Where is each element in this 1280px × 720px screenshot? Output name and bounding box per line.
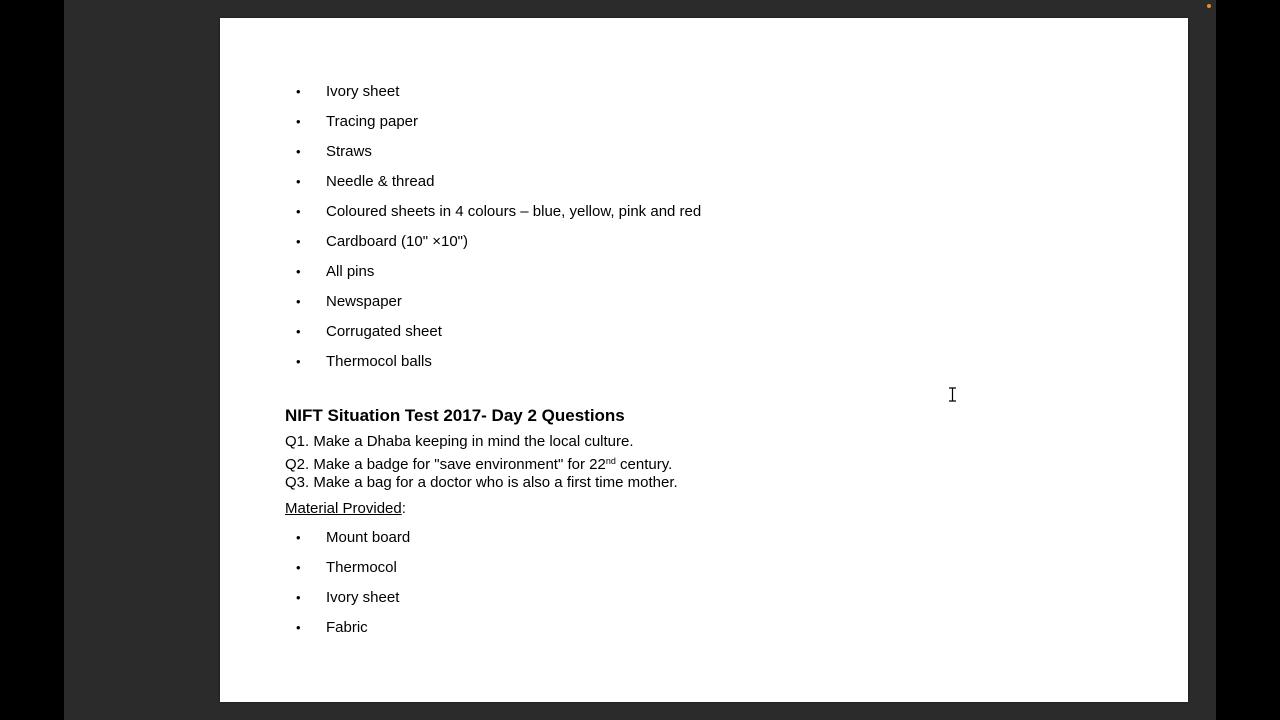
material-provided-colon: : [401, 500, 406, 517]
bullet-icon: • [296, 530, 301, 545]
question-2-text: Q2. Make a badge for "save environment" for 22 [285, 455, 606, 473]
bullet-icon: • [296, 144, 301, 159]
bullet-icon: • [296, 294, 301, 309]
question-2 [285, 452, 678, 475]
list-item-text: Ivory sheet [326, 83, 400, 100]
bullet-icon: • [296, 560, 301, 575]
bullet-icon: • [296, 324, 301, 339]
question-1: Q1. Make a Dhaba keeping in mind the local culture. [285, 433, 634, 450]
bullet-icon: • [296, 174, 301, 189]
list-item-text: Corrugated sheet [326, 323, 442, 340]
bullet-icon: • [296, 354, 301, 369]
list-item-text: Straws [326, 143, 372, 160]
status-dot-icon [1207, 4, 1211, 8]
document-viewer[interactable] [64, 0, 1216, 720]
list-item-text: Fabric [326, 619, 368, 636]
list-item-text: Ivory sheet [326, 589, 400, 606]
bullet-icon: • [296, 264, 301, 279]
material-provided-label [285, 500, 406, 517]
question-2-text-end: century. [615, 455, 673, 473]
bullet-icon: • [296, 114, 301, 129]
document-page[interactable] [220, 18, 1188, 702]
list-item-text: Tracing paper [326, 113, 418, 130]
question-2-superscript: nd [605, 455, 616, 466]
list-item-text: Thermocol [326, 559, 397, 576]
bullet-icon: • [296, 84, 301, 99]
bullet-icon: • [296, 620, 301, 635]
list-item-text: Thermocol balls [326, 353, 432, 370]
questions-block [285, 433, 678, 493]
bullet-icon: • [296, 234, 301, 249]
question-3: Q3. Make a bag for a doctor who is also a first time mother. [285, 474, 678, 491]
list-item-text: All pins [326, 263, 375, 280]
list-item-text: Needle & thread [326, 173, 435, 190]
bullet-icon: • [296, 204, 301, 219]
list-item-text: Mount board [326, 529, 411, 546]
list-item-text: Cardboard (10" ×10") [326, 233, 468, 250]
section-heading: NIFT Situation Test 2017- Day 2 Questions [285, 406, 625, 425]
material-provided-text: Material Provided [285, 500, 402, 517]
list-item-text: Coloured sheets in 4 colours – blue, yellow, pink and red [326, 203, 702, 220]
bullet-icon: • [296, 590, 301, 605]
text-cursor-icon [948, 387, 957, 402]
list-item-text: Newspaper [326, 293, 402, 310]
